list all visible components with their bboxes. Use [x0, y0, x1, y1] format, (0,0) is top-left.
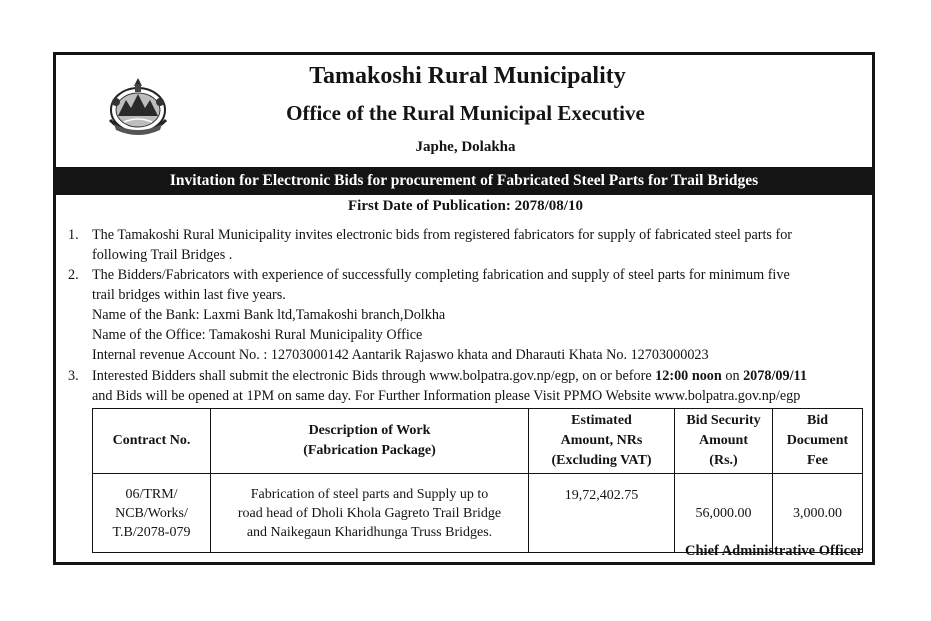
item-3-number: 3.	[68, 368, 79, 384]
contract-no-line-1: 06/TRM/	[125, 486, 178, 502]
item-2-text	[92, 265, 872, 365]
col-description-label-2: (Fabrication Package)	[303, 443, 436, 458]
cell-doc-fee	[773, 474, 863, 553]
item-3-line-1-a: Interested Bidders shall submit the electronic Bids through www.bolpatra.gov.np/egp, on or before	[92, 368, 656, 384]
office-name: Office of the Rural Municipal Executive	[286, 101, 645, 125]
col-estimate-label-3: (Excluding VAT)	[551, 453, 652, 468]
item-1-number: 1.	[68, 227, 79, 243]
description-line-1: Fabrication of steel parts and Supply up to	[250, 486, 489, 502]
col-doc-fee-label-1: Bid	[806, 413, 828, 428]
item-2-number: 2.	[68, 267, 79, 283]
col-doc-fee-label-2: Document	[786, 433, 849, 448]
col-contract-no	[93, 409, 211, 474]
col-estimate-label-1: Estimated	[571, 413, 632, 428]
col-contract-label: Contract No.	[112, 433, 191, 448]
description-line-2: road head of Dholi Khola Gagreto Trail Bridge	[237, 505, 502, 521]
item-3-line-2: and Bids will be opened at 1PM on same day. For Further Information please Visit PPMO Website www.bolpatra.gov.np/egp	[92, 388, 801, 404]
col-bid-security-label-1: Bid Security	[686, 413, 761, 428]
col-estimate-label-2: Amount, NRs	[560, 433, 643, 448]
contract-no-line-3: T.B/2078-079	[112, 524, 191, 540]
office-location: Japhe, Dolakha	[415, 139, 516, 155]
org-name: Tamakoshi Rural Municipality	[309, 63, 626, 89]
col-estimate	[529, 409, 675, 474]
publication-date: First Date of Publication: 2078/08/10	[348, 198, 583, 214]
deadline-time: 12:00 noon	[655, 368, 722, 384]
item-1-line-1: The Tamakoshi Rural Municipality invites electronic bids from registered fabricators for supply of fabricated steel parts for	[92, 227, 793, 243]
col-doc-fee	[773, 409, 863, 474]
signature-title: Chief Administrative Officer	[685, 543, 863, 559]
col-description	[211, 409, 529, 474]
doc-fee-value: 3,000.00	[793, 505, 842, 521]
bid-security-value: 56,000.00	[695, 505, 752, 521]
item-3-line-1	[92, 366, 872, 386]
item-2-line-2: trail bridges within last five years.	[92, 287, 286, 303]
col-description-label-1: Description of Work	[308, 423, 431, 438]
col-bid-security-label-3: (Rs.)	[709, 453, 738, 468]
item-3-text	[92, 366, 872, 406]
description-line-3: and Naikegaun Kharidhunga Truss Bridges.	[246, 524, 493, 540]
table-row	[93, 474, 863, 553]
col-bid-security	[675, 409, 773, 474]
deadline-date: 2078/09/11	[743, 368, 807, 384]
col-bid-security-label-2: Amount	[698, 433, 748, 448]
estimate-value: 19,72,402.75	[564, 488, 639, 503]
account-numbers: Internal revenue Account No. : 12703000142 Aantarik Rajaswo khata and Dharauti Khata No. 12703000023	[92, 347, 709, 363]
item-1-text	[92, 225, 872, 265]
cell-contract-no	[93, 474, 211, 553]
cell-description	[211, 474, 529, 553]
contract-no-line-2: NCB/Works/	[115, 505, 188, 521]
table-header-row	[93, 409, 863, 474]
col-doc-fee-label-3: Fee	[807, 453, 828, 468]
notice-title-band: Invitation for Electronic Bids for procurement of Fabricated Steel Parts for Trail Bridges	[56, 167, 872, 195]
item-2-line-1: The Bidders/Fabricators with experience of successfully completing fabrication and supply of steel parts for minimum five	[92, 267, 790, 283]
bid-table	[92, 408, 863, 553]
item-3-line-1-c: on	[721, 368, 744, 384]
cell-bid-security	[675, 474, 773, 553]
cell-estimate	[529, 474, 675, 553]
bank-name: Name of the Bank: Laxmi Bank ltd,Tamakoshi branch,Dolkha	[92, 307, 446, 323]
item-1-line-2: following Trail Bridges .	[92, 247, 233, 263]
office-account-name: Name of the Office: Tamakoshi Rural Municipality Office	[92, 327, 423, 343]
